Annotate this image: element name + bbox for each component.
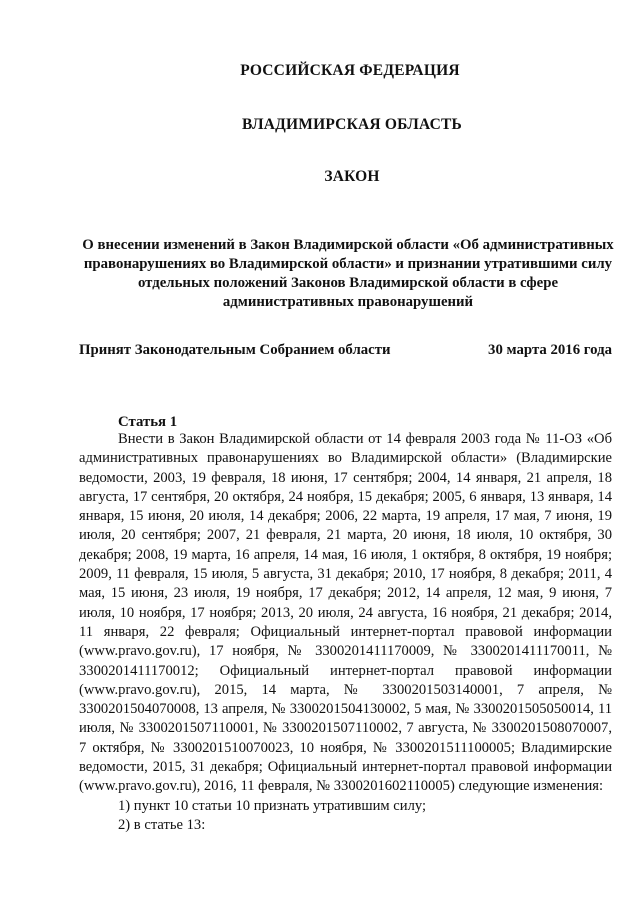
adopted-by: Принят Законодательным Собранием области — [79, 342, 391, 358]
adoption-date: 30 марта 2016 года — [488, 342, 612, 358]
article-item: 2) в статье 13: — [118, 816, 206, 833]
article-item: 1) пункт 10 статьи 10 признать утратившим силу; — [118, 797, 427, 814]
article-paragraph: Внести в Закон Владимирской области от 14 февраля 2003 года № 11-ОЗ «Об административных правонарушениях во Владимирской области» (Владимирские ведомости, 2003, 19 февраля, 18 июня, 17 сентября; 2004, 14 января, 21 апреля, 18 августа, 17 сентября, 20 октября, 24 ноября, 15 декабря; 2005, 6 января, 13 января, 14 января, 15 июня, 20 июля, 14 декабря; 2006, 22 марта, 19 апреля, 17 мая, 7 июня, 19 июля, 20 сентября; 2007, 21 февраля, 21 марта, 20 июня, 18 июля, 10 октября, 30 декабря; 2008, 19 марта, 16 апреля, 14 мая, 16 июля, 1 октября, 8 октября, 19 ноября; 2009, 11 февраля, 15 июля, 5 августа, 31 декабря; 2010, 17 ноября, 8 декабря; 2011, 4 мая, 15 июня, 23 июля, 19 ноября, 17 декабря; 2012, 14 апреля, 12 мая, 9 июня, 7 июля, 10 ноября, 17 ноября; 2013, 20 июля, 24 августа, 16 ноября, 21 декабря; 2014, 11 января, 22 февраля; Официальный интернет-портал правовой информации (www.pravo.gov.ru), 17 ноября, № 3300201411170009, № 3300201411170011, № 3300201411170012; Официальный интернет-портал правовой информации (www.pravo.gov.ru), 2015, 14 марта, № 3300201503140001, 7 апреля, № 3300201504070008, 13 апреля, № 3300201504130002, 5 мая, № 3300201505050014, 11 июля, № 3300201507110001, № 3300201507110002, 7 августа, № 3300201508070007, 7 октября, № 3300201510070023, 10 ноября, № 3300201511100005; Владимирские ведомости, 2015, 31 декабря; Официальный интернет-портал правовой информации (www.pravo.gov.ru), 2016, 11 февраля, № 3300201602110005) следующие изменения: — [79, 431, 612, 795]
law-title: О внесении изменений в Закон Владимирской области «Об административных правонарушениях во Владимирской области» и признании утратившими силу отдельных положений Законов Владимирской области в сфере административных правонарушений — [82, 237, 614, 310]
adoption-line — [79, 342, 612, 359]
region-heading: ВЛАДИМИРСКАЯ ОБЛАСТЬ — [242, 116, 462, 133]
article-heading: Статья 1 — [118, 414, 178, 430]
country-heading: РОССИЙСКАЯ ФЕДЕРАЦИЯ — [240, 62, 460, 79]
article-body — [79, 430, 612, 835]
doc-type-heading: ЗАКОН — [324, 168, 380, 185]
